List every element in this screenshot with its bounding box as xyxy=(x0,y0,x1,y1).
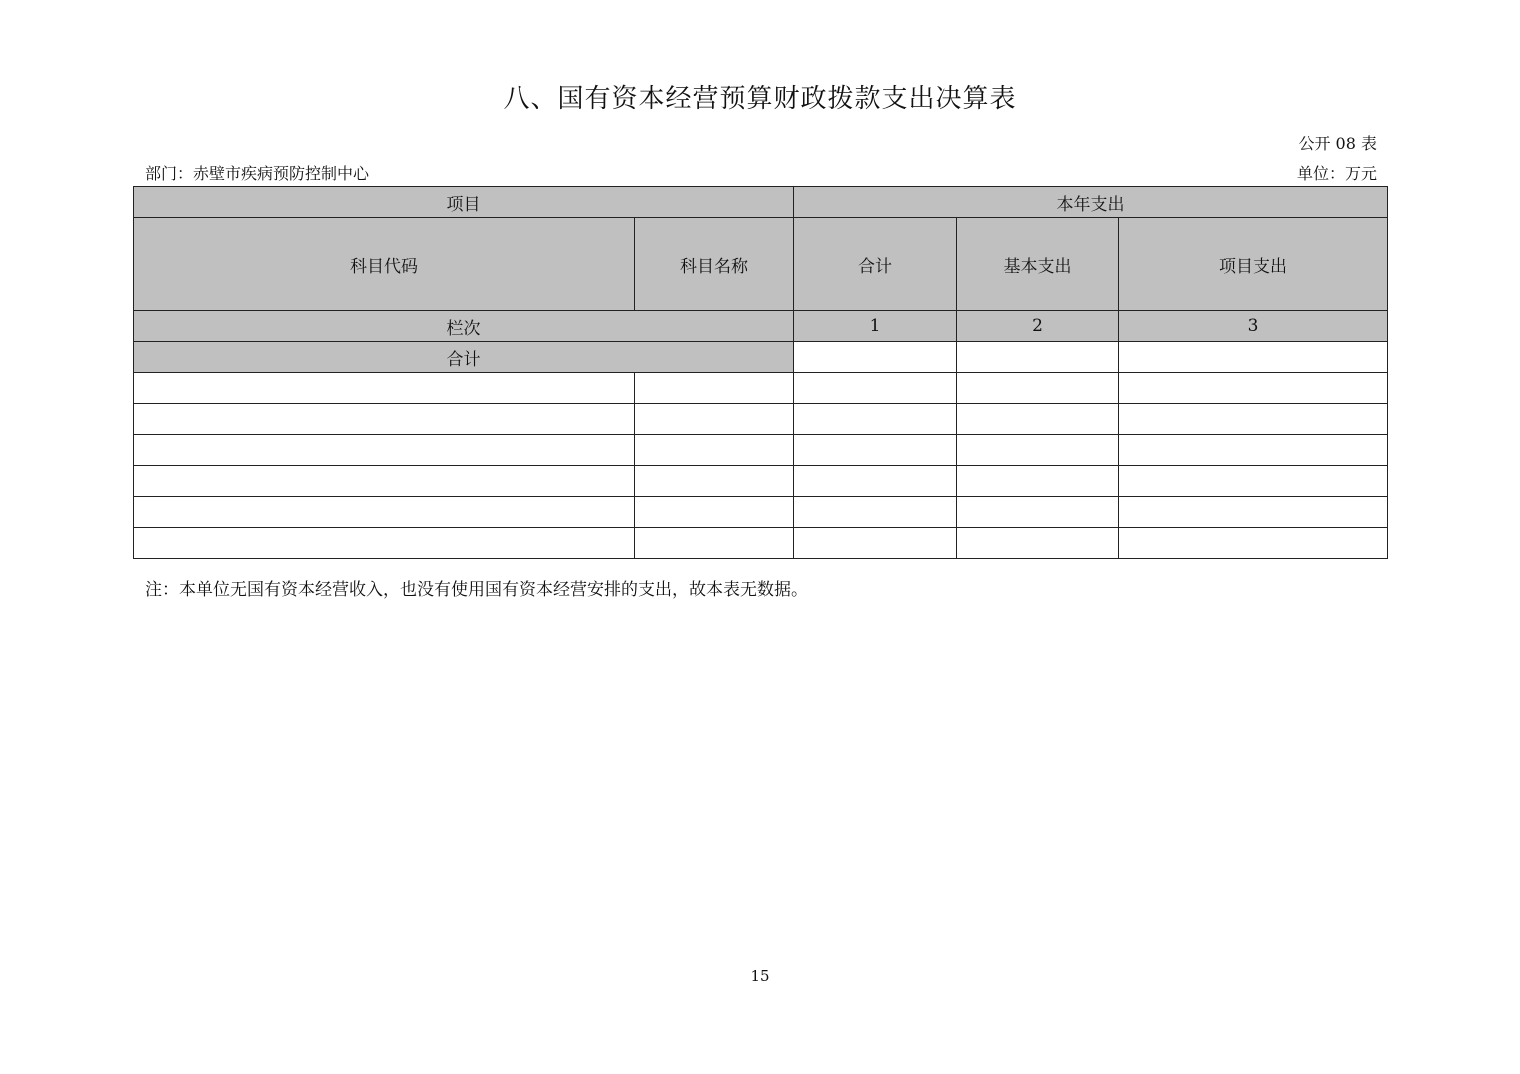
total-row xyxy=(134,342,1388,373)
page-title: 八、国有资本经营预算财政拨款支出决算表 xyxy=(503,84,1017,114)
table-row xyxy=(134,528,1388,559)
table-cell xyxy=(957,404,1119,435)
table-cell xyxy=(1119,497,1388,528)
total-row-cell xyxy=(957,342,1119,373)
form-number: 公开 08 表 xyxy=(1298,134,1377,153)
group-header-row xyxy=(134,187,1388,218)
budget-table xyxy=(133,186,1388,559)
table-cell xyxy=(134,466,635,497)
header-total: 合计 xyxy=(794,218,957,311)
column-index-2: 2 xyxy=(957,311,1119,342)
table-row xyxy=(134,404,1388,435)
table-cell xyxy=(635,435,794,466)
column-header-row xyxy=(134,218,1388,311)
header-subject-code: 科目代码 xyxy=(134,218,635,311)
header-current-year-expense: 本年支出 xyxy=(794,187,1388,218)
unit-label: 单位：万元 xyxy=(1296,164,1377,183)
department-label: 部门：赤壁市疾病预防控制中心 xyxy=(145,164,370,183)
table-cell xyxy=(1119,404,1388,435)
table-cell xyxy=(635,404,794,435)
table-cell xyxy=(957,497,1119,528)
header-basic-expense: 基本支出 xyxy=(957,218,1119,311)
table-cell xyxy=(134,435,635,466)
table-cell xyxy=(957,466,1119,497)
table-cell xyxy=(1119,373,1388,404)
table-cell xyxy=(134,497,635,528)
header-project: 项目 xyxy=(134,187,794,218)
total-row-label: 合计 xyxy=(134,342,794,373)
table-cell xyxy=(635,528,794,559)
header-subject-name: 科目名称 xyxy=(635,218,794,311)
column-index-3: 3 xyxy=(1119,311,1388,342)
table-row xyxy=(134,466,1388,497)
table-cell xyxy=(794,373,957,404)
header-project-expense: 项目支出 xyxy=(1119,218,1388,311)
table-cell xyxy=(957,435,1119,466)
table-cell xyxy=(794,466,957,497)
total-row-cell xyxy=(794,342,957,373)
table-cell xyxy=(794,435,957,466)
column-index-label: 栏次 xyxy=(134,311,794,342)
total-row-cell xyxy=(1119,342,1388,373)
page-number: 15 xyxy=(750,967,770,985)
table-row xyxy=(134,435,1388,466)
table-cell xyxy=(134,373,635,404)
table-cell xyxy=(1119,435,1388,466)
table-cell xyxy=(635,373,794,404)
table-cell xyxy=(794,528,957,559)
table-row xyxy=(134,373,1388,404)
table-cell xyxy=(134,404,635,435)
table-cell xyxy=(635,466,794,497)
table-cell xyxy=(957,528,1119,559)
table-cell xyxy=(134,528,635,559)
table-cell xyxy=(794,404,957,435)
table-cell xyxy=(957,373,1119,404)
column-index-1: 1 xyxy=(794,311,957,342)
table-note: 注：本单位无国有资本经营收入，也没有使用国有资本经营安排的支出，故本表无数据。 xyxy=(145,580,808,600)
table-row xyxy=(134,497,1388,528)
table-cell xyxy=(635,497,794,528)
column-index-row xyxy=(134,311,1388,342)
table-cell xyxy=(1119,466,1388,497)
table-cell xyxy=(1119,528,1388,559)
table-cell xyxy=(794,497,957,528)
